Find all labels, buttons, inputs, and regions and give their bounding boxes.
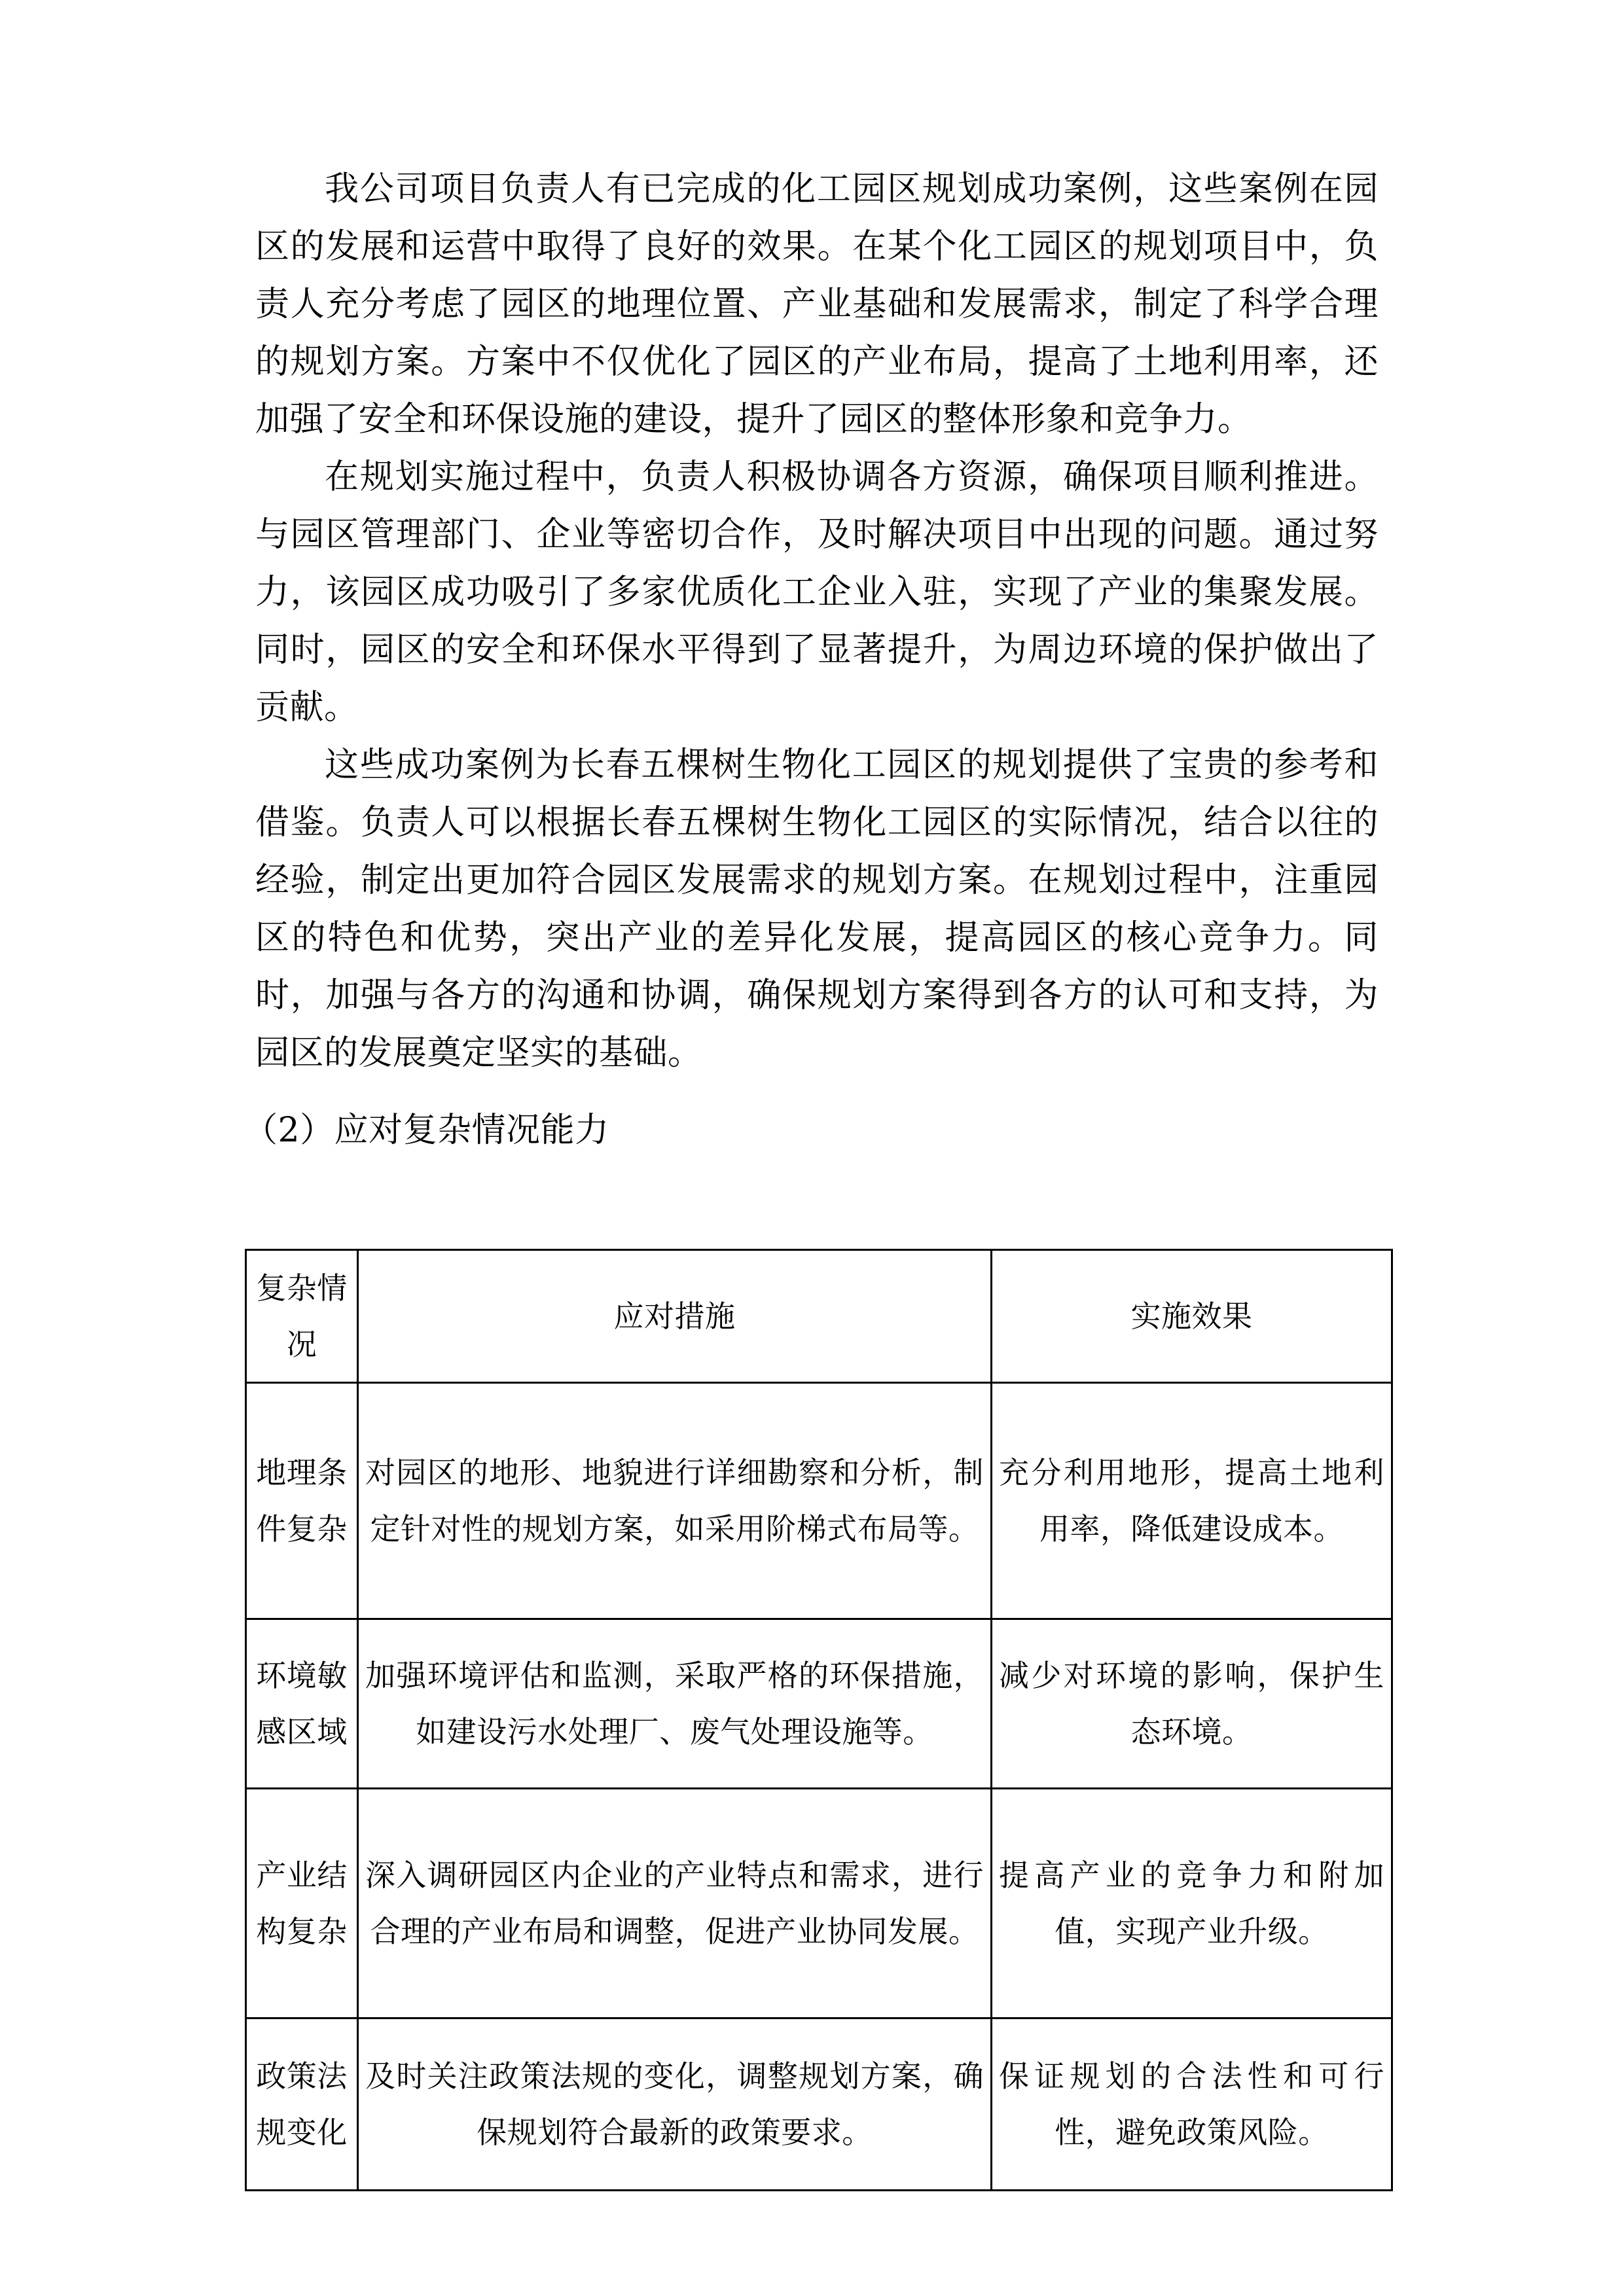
table-row bbox=[246, 1383, 1392, 1619]
table-cell-measure: 对园区的地形、地貌进行详细勘察和分析，制定针对性的规划方案，如采用阶梯式布局等。 bbox=[358, 1383, 992, 1619]
complex-situation-table-wrapper bbox=[245, 1249, 1391, 2191]
table-cell-condition: 产业结构复杂 bbox=[246, 1789, 358, 2018]
table-row bbox=[246, 1789, 1392, 2018]
table-row bbox=[246, 2018, 1392, 2191]
paragraph-2: 在规划实施过程中，负责人积极协调各方资源，确保项目顺利推进。与园区管理部门、企业等密切合作，及时解决项目中出现的问题。通过努力，该园区成功吸引了多家优质化工企业入驻，实现了产业的集聚发展。同时，园区的安全和环保水平得到了显著提升，为周边环境的保护做出了贡献。 bbox=[255, 457, 1379, 727]
table-header-effect: 实施效果 bbox=[992, 1250, 1392, 1383]
paragraph-1: 我公司项目负责人有已完成的化工园区规划成功案例，这些案例在园区的发展和运营中取得了良好的效果。在某个化工园区的规划项目中，负责人充分考虑了园区的地理位置、产业基础和发展需求，制定了科学合理的规划方案。方案中不仅优化了园区的产业布局，提高了土地利用率，还加强了安全和环保设施的建设，提升了园区的整体形象和竞争力。 bbox=[255, 170, 1379, 439]
table-cell-measure: 及时关注政策法规的变化，调整规划方案，确保规划符合最新的政策要求。 bbox=[358, 2018, 992, 2191]
table-cell-effect: 充分利用地形，提高土地利用率，降低建设成本。 bbox=[992, 1383, 1392, 1619]
section-heading: （2）应对复杂情况能力 bbox=[244, 1111, 609, 1150]
table-cell-condition: 环境敏感区域 bbox=[246, 1619, 358, 1789]
table-cell-effect: 保证规划的合法性和可行性，避免政策风险。 bbox=[992, 2018, 1392, 2191]
table-cell-condition: 政策法规变化 bbox=[246, 2018, 358, 2191]
table-header-condition: 复杂情况 bbox=[246, 1250, 358, 1383]
document-body bbox=[244, 160, 1379, 1159]
complex-situation-table bbox=[245, 1249, 1393, 2191]
table-header-measure: 应对措施 bbox=[358, 1250, 992, 1383]
table-header-row bbox=[246, 1250, 1392, 1383]
table-cell-effect: 提高产业的竞争力和附加值，实现产业升级。 bbox=[992, 1789, 1392, 2018]
table-cell-measure: 加强环境评估和监测，采取严格的环保措施，如建设污水处理厂、废气处理设施等。 bbox=[358, 1619, 992, 1789]
table-cell-effect: 减少对环境的影响，保护生态环境。 bbox=[992, 1619, 1392, 1789]
table-cell-measure: 深入调研园区内企业的产业特点和需求，进行合理的产业布局和调整，促进产业协同发展。 bbox=[358, 1789, 992, 2018]
table-cell-condition: 地理条件复杂 bbox=[246, 1383, 358, 1619]
table-row bbox=[246, 1619, 1392, 1789]
paragraph-3: 这些成功案例为长春五棵树生物化工园区的规划提供了宝贵的参考和借鉴。负责人可以根据长春五棵树生物化工园区的实际情况，结合以往的经验，制定出更加符合园区发展需求的规划方案。在规划过程中，注重园区的特色和优势，突出产业的差异化发展，提高园区的核心竞争力。同时，加强与各方的沟通和协调，确保规划方案得到各方的认可和支持，为园区的发展奠定坚实的基础。 bbox=[255, 745, 1379, 1073]
